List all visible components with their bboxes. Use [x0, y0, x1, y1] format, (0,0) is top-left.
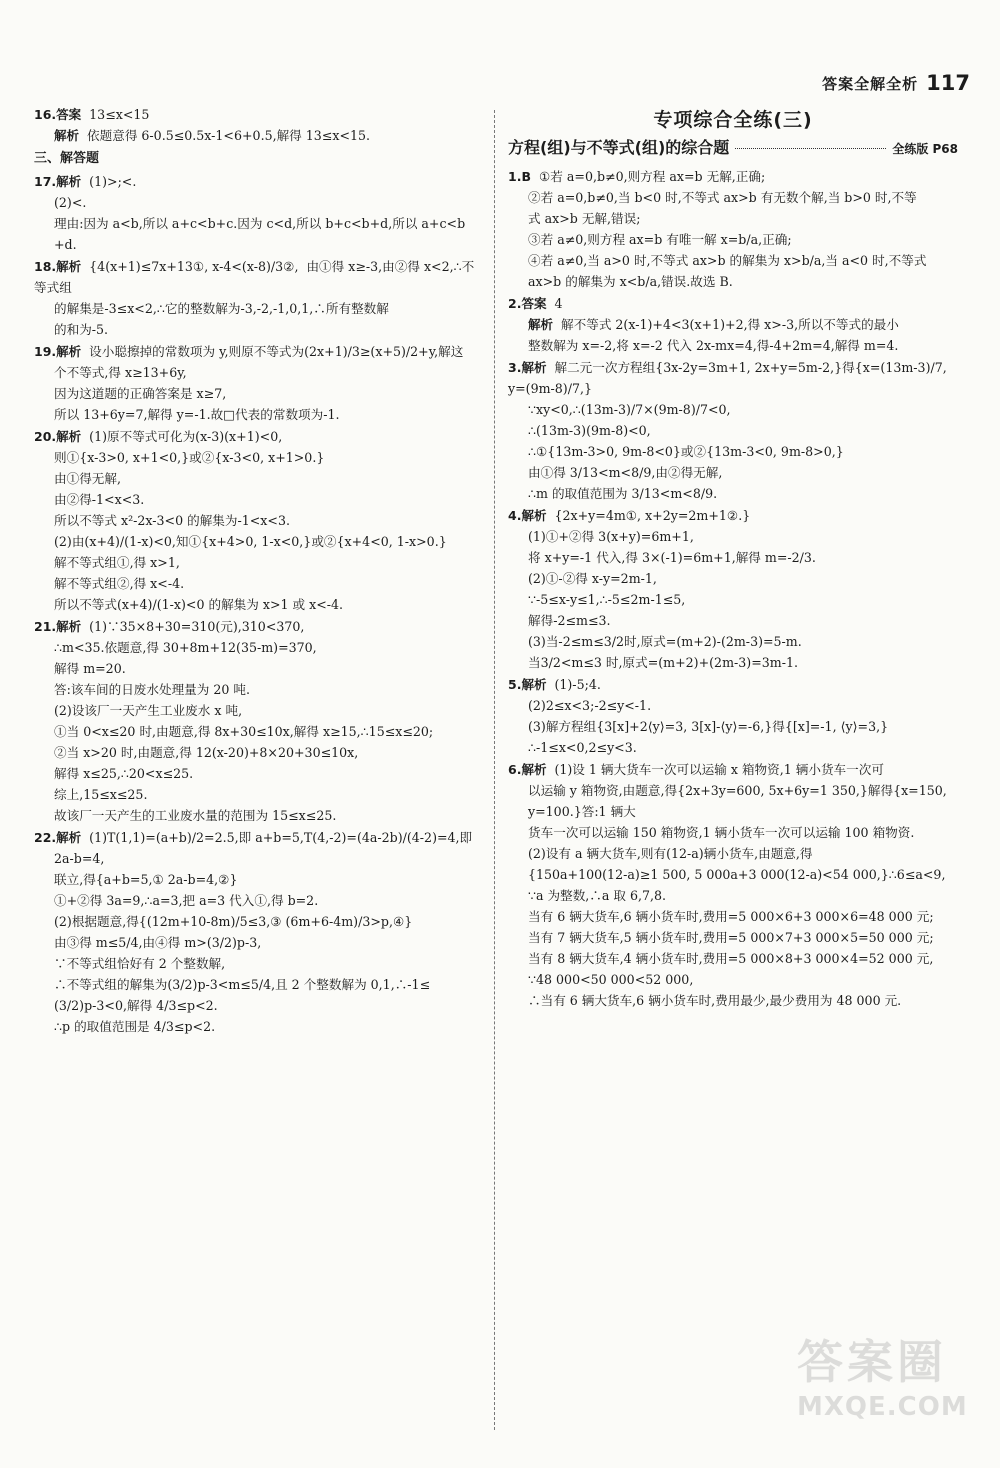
r1-line-1: ②若 a=0,b≠0,当 b<0 时,不等式 ax>b 有无数个解,当 b>0 时,不等	[528, 190, 917, 205]
r1-line-0: ①若 a=0,b≠0,则方程 ax=b 无解,正确;	[539, 169, 766, 184]
q19-line-2: 因为这道题的正确答案是 x≥7,	[54, 386, 227, 401]
left-column	[34, 104, 484, 1038]
q21	[34, 616, 484, 826]
q22	[34, 827, 484, 1037]
r6-line-0: (1)设 1 辆大货车一次可以运输 x 箱物资,1 辆小货车一次可	[554, 762, 884, 777]
r2-analysis-tag: 解析	[528, 317, 554, 332]
r1-line-5: ax>b 的解集为 x<b/a,错误.故选 B.	[528, 274, 733, 289]
q17-first-row	[34, 171, 484, 192]
watermark-top: 答案圈	[797, 1335, 947, 1389]
q21-line-3: 答:该车间的日废水处理量为 20 吨.	[54, 682, 250, 697]
q21-line-8: 综上,15≤x≤25.	[54, 787, 148, 802]
r2-line-0: 解不等式 2(x-1)+4<3(x+1)+2,得 x>-3,所以不等式的最小	[561, 317, 899, 332]
q22-line-4: (2)根据题意,得{(12m+10-8m)/5≤3,③ (6m+6-4m)/3>p,④}	[54, 914, 413, 929]
q16-tag: 16.答案	[34, 107, 82, 122]
q20-line-1: 则①{x-3>0, x+1<0,}或②{x-3<0, x+1>0.}	[54, 450, 325, 465]
q20-line-8: 所以不等式(x+4)/(1-x)<0 的解集为 x>1 或 x<-4.	[54, 597, 344, 612]
r5-first-row	[508, 674, 958, 695]
r3-line-5: ∴m 的取值范围为 3/13<m<8/9.	[528, 486, 718, 501]
r6-line-9: ∵48 000<50 000<52 000,	[528, 972, 694, 987]
r6-line-8: 当有 8 辆大货车,4 辆小货车时,费用=5 000×8+3 000×4=52 000 元,	[528, 951, 934, 966]
q22-line-2: 联立,得{a+b=5,① 2a-b=4,②}	[54, 872, 238, 887]
q16-analysis-tag: 解析	[54, 128, 80, 143]
q20	[34, 426, 484, 615]
r4-line-2: 将 x+y=-1 代入,得 3×(-1)=6m+1,解得 m=-2/3.	[528, 550, 816, 565]
r2	[508, 293, 958, 356]
q20-line-0: (1)原不等式可化为(x-3)(x+1)<0,	[89, 429, 283, 444]
q21-first-row	[34, 616, 484, 637]
right-column	[508, 104, 958, 1012]
r3-tag: 3.解析	[508, 360, 547, 375]
watermark-bottom: MXQE.COM	[797, 1392, 968, 1422]
q19-line-0: 设小聪擦掉的常数项为 y,则原不等式为(2x+1)/3≥(x+5)/2+y,解这	[89, 344, 464, 359]
r3-line-0: 解二元一次方程组{3x-2y=3m+1, 2x+y=5m-2,}得{x=(13m-3)/7, y=(9m-8)/7,}	[508, 360, 951, 396]
r4-tag: 4.解析	[508, 508, 547, 523]
q18-tag: 18.解析	[34, 259, 82, 274]
section-title: 专项综合全练(三)	[653, 109, 813, 131]
r6-first-row	[508, 759, 958, 780]
q20-line-4: 所以不等式 x²-2x-3<0 的解集为-1<x<3.	[54, 513, 290, 528]
r5	[508, 674, 958, 758]
r5-tag: 5.解析	[508, 677, 547, 692]
q17-tag: 17.解析	[34, 174, 82, 189]
q21-line-7: 解得 x≤25,∴20<x≤25.	[54, 766, 194, 781]
q22-first-row	[34, 827, 484, 848]
r6-tag: 6.解析	[508, 762, 547, 777]
r6	[508, 759, 958, 1011]
q17-line-3: +d.	[54, 237, 77, 252]
q21-line-4: (2)设该厂一天产生工业废水 x 吨,	[54, 703, 243, 718]
r6-line-6: 当有 6 辆大货车,6 辆小货车时,费用=5 000×6+3 000×6=48 000 元;	[528, 909, 934, 924]
q21-line-5: ①当 0<x≤20 时,由题意,得 8x+30≤10x,解得 x≥15,∴15≤x≤20;	[54, 724, 434, 739]
r3	[508, 357, 958, 504]
r6-line-4: {150a+100(12-a)≥1 500, 5 000a+3 000(12-a)<54 000,}∴6≤a<9,	[528, 867, 946, 882]
r6-line-5: ∵a 为整数,∴a 取 6,7,8.	[528, 888, 667, 903]
q17	[34, 171, 484, 255]
q22-line-1: 2a-b=4,	[54, 851, 105, 866]
r4-line-5: 解得-2≤m≤3.	[528, 613, 611, 628]
q20-line-2: 由①得无解,	[54, 471, 121, 486]
q19-line-3: 所以 13+6y=7,解得 y=-1.故□代表的常数项为-1.	[54, 407, 340, 422]
r1-first-row	[508, 166, 958, 187]
watermark-logo	[797, 1326, 972, 1436]
r3-line-3: ∴①{13m-3>0, 9m-8<0}或②{13m-3<0, 9m-8>0,}	[528, 444, 844, 459]
r5-line-2: (3)解方程组{3[x]+2⟨y⟩=3, 3[x]-⟨y⟩=-6,}得{[x]=-1, ⟨y⟩=3,}∴-1≤x<0,2≤y<3.	[528, 719, 889, 755]
q16-analysis: 依题意得 6-0.5≤0.5x-1<6+0.5,解得 13≤x<15.	[87, 128, 371, 143]
q22-line-3: ①+②得 3a=9,∴a=3,把 a=3 代入①,得 b=2.	[54, 893, 319, 908]
section-heading: 三、解答题	[34, 151, 100, 166]
q17-line-1: (2)<.	[54, 195, 87, 210]
q21-line-9: 故该厂一天产生的工业废水量的范围为 15≤x≤25.	[54, 808, 337, 823]
q17-line-0: (1)>;<.	[89, 174, 137, 189]
q22-line-8: (3/2)p-3<0,解得 4/3≤p<2.	[54, 998, 218, 1013]
r2-tag: 2.答案	[508, 296, 547, 311]
r3-line-2: ∴(13m-3)(9m-8)<0,	[528, 423, 651, 438]
q22-line-7: ∴不等式组的解集为(3/2)p-3<m≤5/4,且 2 个整数解为 0,1,∴-1≤	[54, 977, 431, 992]
q20-line-5: (2)由(x+4)/(1-x)<0,知①{x+4>0, 1-x<0,}或②{x+4<0, 1-x>0.}	[54, 534, 447, 549]
r2-line-1: 整数解为 x=-2,将 x=-2 代入 2x-mx=4,得-4+2m=4,解得 m=4.	[528, 338, 899, 353]
q21-line-6: ②当 x>20 时,由题意,得 12(x-20)+8×20+30≤10x,	[54, 745, 359, 760]
q20-line-3: 由②得-1<x<3.	[54, 492, 145, 507]
r4-line-7: 当3/2<m≤3 时,原式=(m+2)+(2m-3)=3m-1.	[528, 655, 798, 670]
q22-tag: 22.解析	[34, 830, 82, 845]
r4-line-3: (2)①-②得 x-y=2m-1,	[528, 571, 657, 586]
q19-line-1: 个不等式,得 x≥13+6y,	[54, 365, 187, 380]
q18-line-2: 的和为-5.	[54, 322, 109, 337]
q19-first-row	[34, 341, 484, 362]
q18-line-0: {4(x+1)≤7x+13①, x-4<(x-8)/3②, 由①得 x≥-3,由②得 x<2,∴不等式组	[34, 259, 475, 295]
r6-line-2: 货车一次可以运输 150 箱物资,1 辆小货车一次可以运输 100 箱物资.	[528, 825, 915, 840]
r5-line-1: (2)2≤x<3;-2≤y<-1.	[528, 698, 652, 713]
topic-row	[508, 137, 958, 160]
q18	[34, 256, 484, 340]
q22-line-9: ∴p 的取值范围是 4/3≤p<2.	[54, 1019, 216, 1034]
q20-tag: 20.解析	[34, 429, 82, 444]
q19	[34, 341, 484, 425]
q20-first-row	[34, 426, 484, 447]
q21-line-0: (1)∵35×8+30=310(元),310<370,	[89, 619, 305, 634]
leader-dots	[735, 148, 886, 149]
r4-line-1: (1)①+②得 3(x+y)=6m+1,	[528, 529, 694, 544]
header-title: 答案全解全析	[822, 74, 919, 93]
r6-line-10: ∴当有 6 辆大货车,6 辆小货车时,费用最少,最少费用为 48 000 元.	[528, 993, 902, 1008]
r4-first-row	[508, 505, 958, 526]
r6-line-7: 当有 7 辆大货车,5 辆小货车时,费用=5 000×7+3 000×5=50 000 元;	[528, 930, 934, 945]
r3-line-4: 由①得 3/13<m<8/9,由②得无解,	[528, 465, 723, 480]
q22-line-5: 由③得 m≤5/4,由④得 m>(3/2)p-3,	[54, 935, 262, 950]
q22-line-0: (1)T(1,1)=(a+b)/2=2.5,即 a+b=5,T(4,-2)=(4a-2b)/(4-2)=4,即	[89, 830, 473, 845]
q22-line-6: ∵不等式组恰好有 2 个整数解,	[54, 956, 226, 971]
r4-line-0: {2x+y=4m①, x+2y=2m+1②.}	[554, 508, 751, 523]
topic-reference: 全练版 P68	[892, 142, 958, 156]
r6-line-3: (2)设有 a 辆大货车,则有(12-a)辆小货车,由题意,得	[528, 846, 813, 861]
q18-line-1: 的解集是-3≤x<2,∴它的整数解为-3,-2,-1,0,1,∴所有整数解	[54, 301, 389, 316]
q21-tag: 21.解析	[34, 619, 82, 634]
q16	[34, 104, 484, 146]
r6-line-1: 以运输 y 箱物资,由题意,得{2x+3y=600, 5x+6y=1 350,}解得{x=150, y=100.}答:1 辆大	[528, 783, 951, 819]
r5-line-0: (1)-5;4.	[554, 677, 601, 692]
q21-line-1: ∴m<35.依题意,得 30+8m+12(35-m)=370,	[54, 640, 317, 655]
r4-line-4: ∵-5≤x-y≤1,∴-5≤2m-1≤5,	[528, 592, 686, 607]
r1-line-2: 式 ax>b 无解,错误;	[528, 211, 641, 226]
q19-tag: 19.解析	[34, 344, 82, 359]
page-number: 117	[926, 71, 970, 95]
r3-first-row	[508, 357, 958, 399]
r3-line-1: ∵xy<0,∴(13m-3)/7×(9m-8)/7<0,	[528, 402, 731, 417]
r1	[508, 166, 958, 292]
r2-answer: 4	[554, 296, 563, 311]
r1-tag: 1.B	[508, 169, 531, 184]
r1-line-3: ③若 a≠0,则方程 ax=b 有唯一解 x=b/a,正确;	[528, 232, 792, 247]
q18-first-row	[34, 256, 484, 298]
q20-line-6: 解不等式组①,得 x>1,	[54, 555, 180, 570]
q21-line-2: 解得 m=20.	[54, 661, 126, 676]
r1-line-4: ④若 a≠0,当 a>0 时,不等式 ax>b 的解集为 x>b/a,当 a<0 时,不等式	[528, 253, 927, 268]
r4-line-6: (3)当-2≤m≤3/2时,原式=(m+2)-(2m-3)=5-m.	[528, 634, 802, 649]
column-divider	[494, 110, 495, 1430]
q16-answer: 13≤x<15	[89, 107, 150, 122]
page-header	[780, 66, 970, 100]
r4	[508, 505, 958, 673]
q17-line-2: 理由:因为 a<b,所以 a+c<b+c.因为 c<d,所以 b+c<b+d,所以 a+c<b	[54, 216, 466, 231]
q20-line-7: 解不等式组②,得 x<-4.	[54, 576, 185, 591]
topic-title: 方程(组)与不等式(组)的综合题	[508, 138, 730, 157]
